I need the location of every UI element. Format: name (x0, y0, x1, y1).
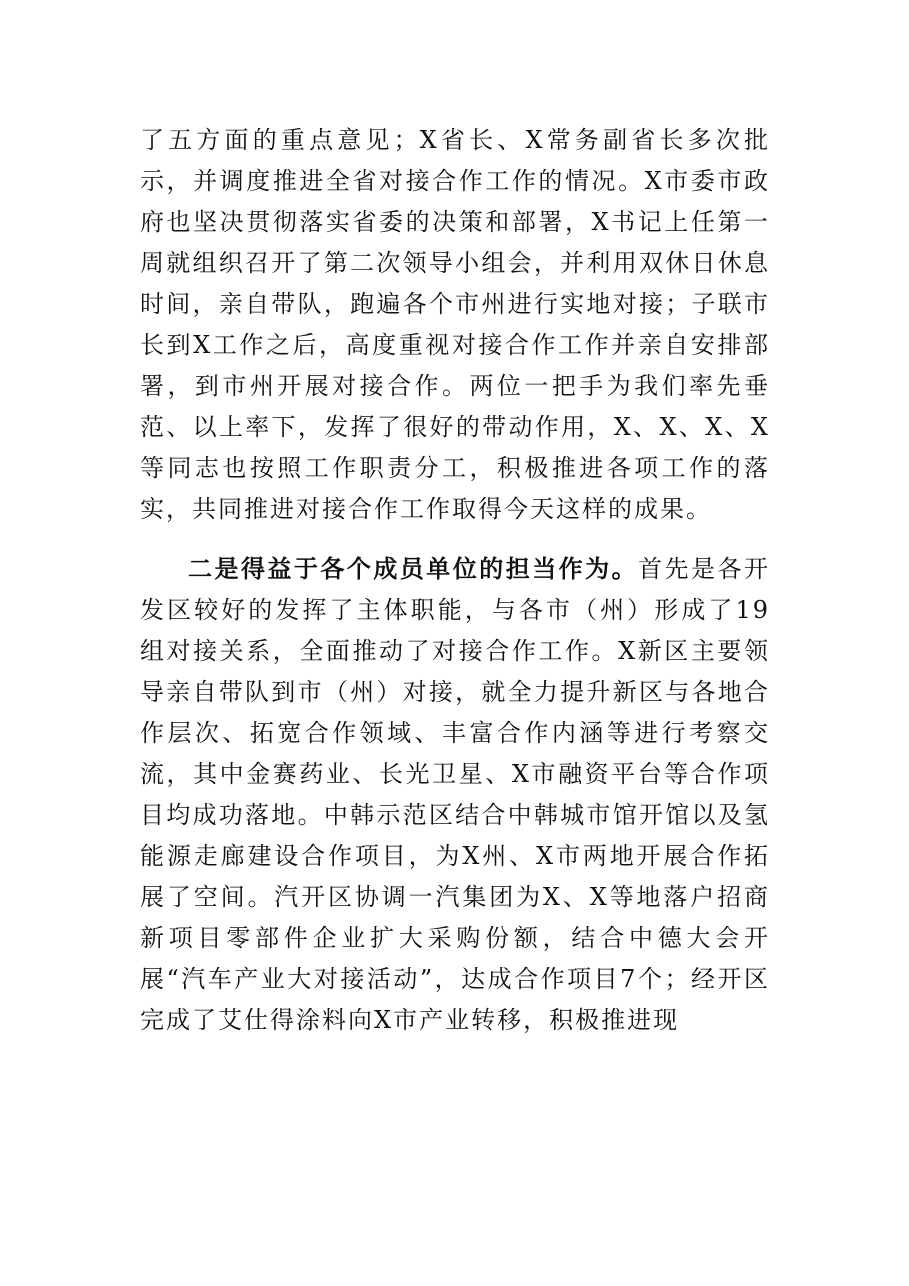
paragraph-text: 首先是各开发区较好的发挥了主体职能，与各市（州）形成了19组对接关系，全面推动了对接合作工作。X新区主要领导亲自带队到市（州）对接，就全力提升新区与各地合作层次、拓宽合作领域、丰富合作内涵等进行考察交流，其中金赛药业、长光卫星、X市融资平台等合作项目均成功落地。中韩示范区结合中韩城市馆开馆以及氢能源走廊建设合作项目，为X州、X市两地开展合作拓展了空间。汽开区协调一汽集团为X、X等地落户招商新项目零部件企业扩大采购份额，结合中德大会开展“汽车产业大对接活动”，达成合作项目7个；经开区完成了艾仕得涂料向X市产业转移，积极推进现 (140, 555, 771, 1034)
paragraph-lead-heading: 二是得益于各个成员单位的担当作为。 (188, 554, 639, 583)
paragraph-text: 了五方面的重点意见；X省长、X常务副省长多次批示，并调度推进全省对接合作工作的情况。X市委市政府也坚决贯彻落实省委的决策和部署，X书记上任第一周就组织召开了第二次领导小组会，并利用双休日休息时间，亲自带队，跑遍各个市州进行实地对接；子联市长到X工作之后，高度重视对接合作工作并亲自安排部署，到市州开展对接合作。两位一把手为我们率先垂范、以上率下，发挥了很好的带动作用，X、X、X、X等同志也按照工作职责分工，积极推进各项工作的落实，共同推进对接合作工作取得今天这样的成果。 (140, 126, 770, 523)
paragraph-continuation (140, 120, 770, 530)
paragraph-section-two (140, 548, 770, 1041)
document-page (140, 120, 770, 1041)
